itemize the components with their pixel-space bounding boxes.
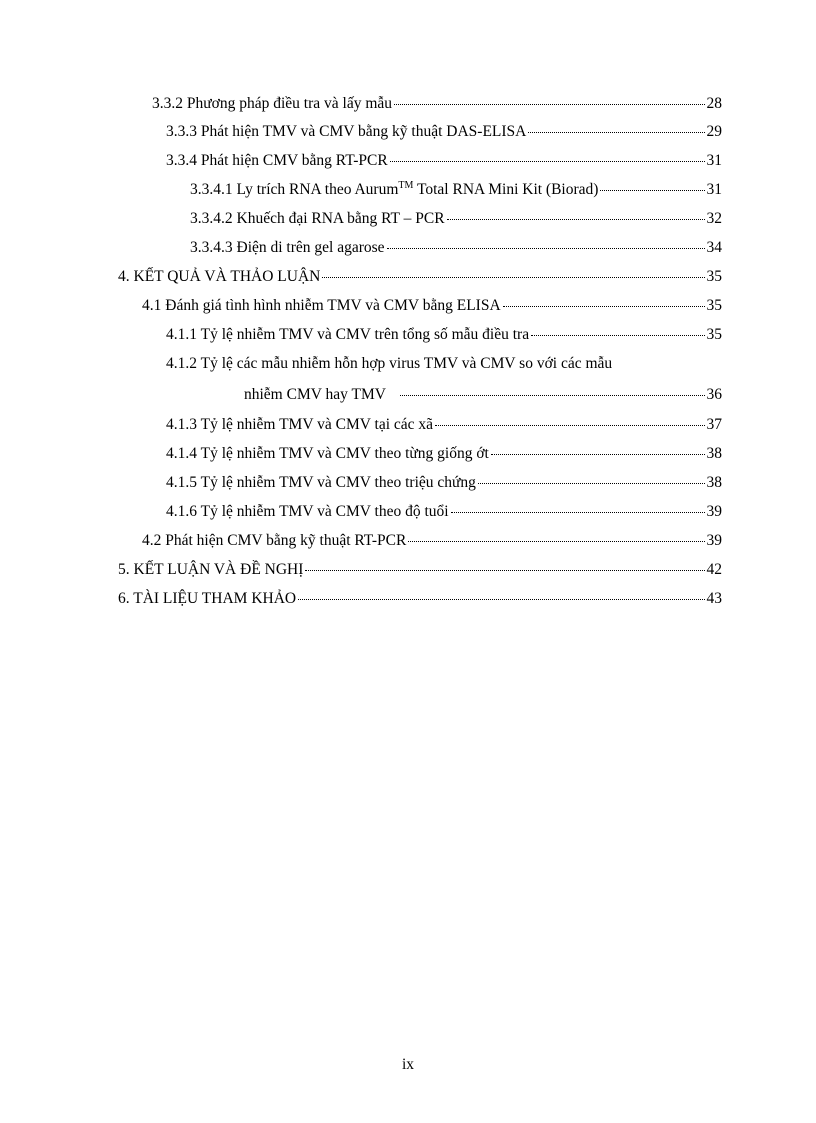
toc-entry-page: 35 bbox=[706, 297, 722, 314]
dot-leader bbox=[387, 247, 705, 249]
toc-entry-4-1[interactable] bbox=[142, 296, 722, 316]
toc-entry-title: 3.3.3 Phát hiện TMV và CMV bằng kỹ thuật DAS-ELISA bbox=[166, 123, 527, 140]
toc-entry-page: 29 bbox=[706, 123, 722, 140]
toc-entry-title: 4.1.6 Tỷ lệ nhiễm TMV và CMV theo độ tuổi bbox=[166, 503, 449, 520]
toc-entry-chapter-6[interactable] bbox=[118, 589, 722, 609]
toc-entry-chapter-5[interactable] bbox=[118, 560, 722, 580]
dot-leader bbox=[435, 424, 704, 426]
dot-leader bbox=[322, 276, 704, 278]
toc-entry-chapter-4[interactable] bbox=[118, 267, 722, 287]
toc-entry-page: 43 bbox=[706, 590, 722, 607]
toc-entry-page: 39 bbox=[706, 503, 722, 520]
toc-entry-4-1-2-continued[interactable] bbox=[244, 385, 722, 405]
toc-entry-title: 3.3.2 Phương pháp điều tra và lấy mẫu bbox=[152, 95, 393, 112]
toc-entry-title: 3.3.4.2 Khuếch đại RNA bằng RT – PCR bbox=[190, 210, 445, 227]
toc-entry-3-3-4-1[interactable] bbox=[190, 180, 722, 200]
dot-leader bbox=[390, 160, 705, 162]
toc-entry-title: 4.1.3 Tỷ lệ nhiễm TMV và CMV tại các xã bbox=[166, 416, 434, 433]
toc-entry-4-1-3[interactable] bbox=[166, 415, 722, 435]
toc-entry-title: 5. KẾT LUẬN VÀ ĐỀ NGHỊ bbox=[118, 561, 304, 578]
dot-leader bbox=[528, 131, 704, 133]
toc-entry-title bbox=[190, 180, 598, 200]
dot-leader bbox=[408, 540, 704, 542]
dot-leader bbox=[447, 218, 705, 220]
toc-entry-title: 4.1.4 Tỷ lệ nhiễm TMV và CMV theo từng giống ớt bbox=[166, 445, 489, 462]
toc-entry-title: 4.2 Phát hiện CMV bằng kỹ thuật RT-PCR bbox=[142, 532, 407, 549]
toc-entry-page: 36 bbox=[706, 386, 722, 403]
toc-entry-page: 38 bbox=[706, 474, 722, 491]
dot-leader bbox=[298, 598, 704, 600]
toc-entry-title: 3.3.4 Phát hiện CMV bằng RT-PCR bbox=[166, 152, 388, 169]
toc-entry-page: 37 bbox=[706, 416, 722, 433]
toc-entry-page: 31 bbox=[706, 152, 722, 169]
toc-entry-title: 4.1.2 Tỷ lệ các mẫu nhiễm hỗn hợp virus TMV và CMV so với các mẫu bbox=[166, 355, 613, 372]
toc-entry-title: 4. KẾT QUẢ VÀ THẢO LUẬN bbox=[118, 268, 321, 285]
toc-entry-title-pre: 3.3.4.1 Ly trích RNA theo Aurum bbox=[190, 181, 399, 198]
toc-entry-3-3-4-3[interactable] bbox=[190, 238, 722, 258]
toc-entry-page: 35 bbox=[706, 326, 722, 343]
toc-entry-page: 42 bbox=[706, 561, 722, 578]
toc-entry-page: 32 bbox=[706, 210, 722, 227]
toc-entry-3-3-2[interactable] bbox=[152, 94, 722, 114]
toc-entry-title: 4.1.5 Tỷ lệ nhiễm TMV và CMV theo triệu chứng bbox=[166, 474, 476, 491]
dot-leader bbox=[600, 189, 704, 191]
toc-entry-4-1-6[interactable] bbox=[166, 502, 722, 522]
toc-entry-page: 34 bbox=[706, 239, 722, 256]
toc-entry-page: 31 bbox=[706, 181, 722, 198]
toc-entry-title: 4.1.1 Tỷ lệ nhiễm TMV và CMV trên tổng số mẫu điều tra bbox=[166, 326, 530, 343]
toc-entry-page: 35 bbox=[706, 268, 722, 285]
dot-leader bbox=[491, 453, 705, 455]
toc-entry-3-3-4-2[interactable] bbox=[190, 209, 722, 229]
dot-leader bbox=[400, 394, 705, 396]
dot-leader bbox=[451, 511, 705, 513]
dot-leader bbox=[478, 482, 705, 484]
dot-leader bbox=[394, 103, 704, 105]
toc-entry-3-3-3[interactable] bbox=[166, 122, 722, 142]
trademark-sup: TM bbox=[398, 179, 414, 191]
toc-entry-4-1-1[interactable] bbox=[166, 325, 722, 345]
page-number-footer: ix bbox=[401, 1056, 415, 1073]
toc-entry-4-1-2[interactable] bbox=[166, 354, 722, 374]
toc-entry-4-2[interactable] bbox=[142, 531, 722, 551]
toc-entry-title: 6. TÀI LIỆU THAM KHẢO bbox=[118, 590, 297, 607]
toc-entry-page: 39 bbox=[706, 532, 722, 549]
toc-entry-4-1-5[interactable] bbox=[166, 473, 722, 493]
toc-entry-title: nhiễm CMV hay TMV bbox=[244, 386, 386, 403]
toc-entry-page: 28 bbox=[706, 95, 722, 112]
toc-entry-3-3-4[interactable] bbox=[166, 151, 722, 171]
dot-leader bbox=[503, 305, 705, 307]
toc-entry-page: 38 bbox=[706, 445, 722, 462]
toc-entry-title: 3.3.4.3 Điện di trên gel agarose bbox=[190, 239, 385, 256]
dot-leader bbox=[531, 334, 704, 336]
toc-entry-title: 4.1 Đánh giá tình hình nhiễm TMV và CMV bằng ELISA bbox=[142, 297, 501, 314]
dot-leader bbox=[305, 569, 704, 571]
toc-entry-title-post: Total RNA Mini Kit (Biorad) bbox=[413, 181, 599, 198]
toc-entry-4-1-4[interactable] bbox=[166, 444, 722, 464]
